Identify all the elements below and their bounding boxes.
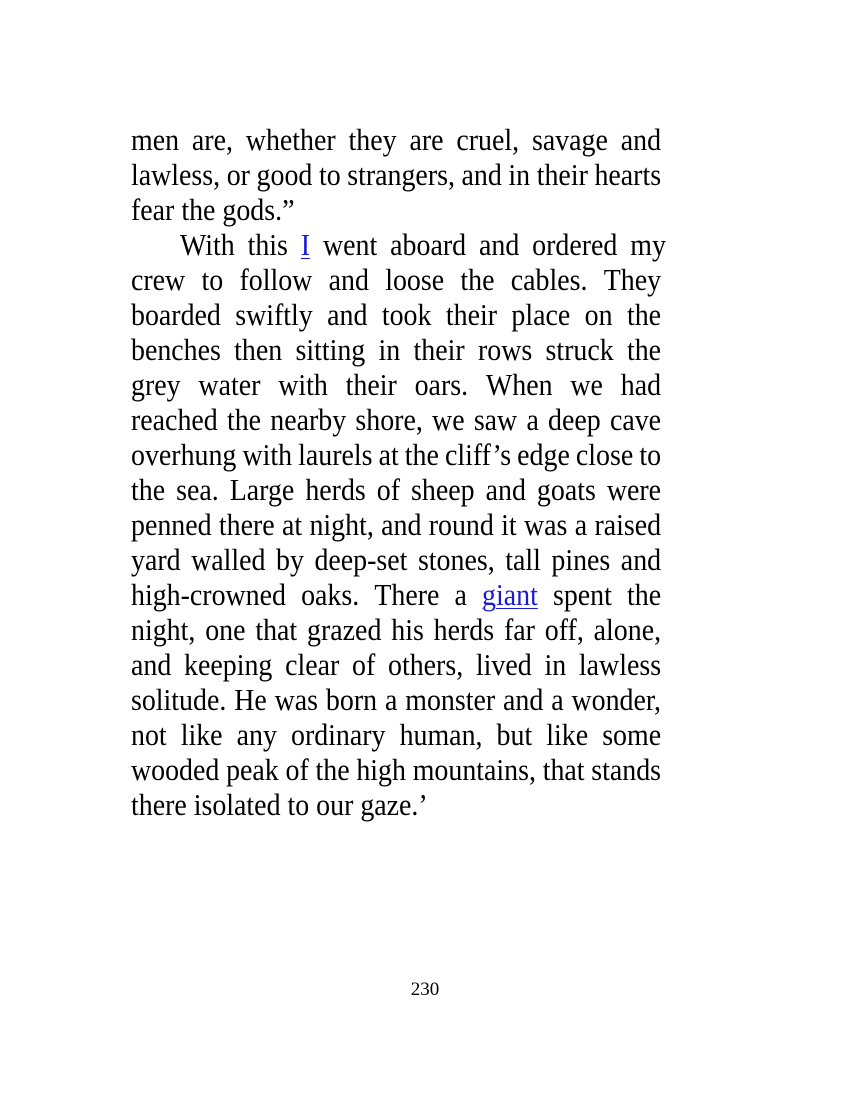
word: this xyxy=(247,227,288,262)
word: nearby xyxy=(270,402,347,437)
text-line xyxy=(131,682,661,717)
word: a xyxy=(384,682,398,717)
word: rows xyxy=(477,332,533,367)
word: sheep xyxy=(411,472,475,507)
word: lawless xyxy=(578,647,662,682)
word: the xyxy=(226,402,262,437)
word: walled xyxy=(191,542,266,577)
word: deep-set xyxy=(314,542,408,577)
word: are xyxy=(409,122,444,157)
word: saw xyxy=(473,402,518,437)
word: swiftly xyxy=(235,297,313,332)
word: cables. xyxy=(510,262,588,297)
word: in xyxy=(544,647,567,682)
text-line xyxy=(131,472,661,507)
word: their xyxy=(345,367,397,402)
word: solitude. xyxy=(131,682,227,717)
word: cave xyxy=(609,402,662,437)
word: round xyxy=(428,507,494,542)
word: and xyxy=(503,682,544,717)
word: and xyxy=(381,507,422,542)
word: any xyxy=(236,717,277,752)
word: lived xyxy=(475,647,532,682)
word: their xyxy=(445,297,498,332)
word: keeping xyxy=(184,647,273,682)
word: goats xyxy=(536,472,596,507)
text-line xyxy=(131,157,661,192)
word: we xyxy=(432,402,465,437)
word: reached xyxy=(131,402,218,437)
text-line xyxy=(131,612,661,647)
word: are, xyxy=(191,122,233,157)
word: laurels xyxy=(298,437,373,472)
word: savage xyxy=(531,122,608,157)
word: stands xyxy=(591,752,662,787)
word: yard xyxy=(131,542,181,577)
page-number: 230 xyxy=(410,979,440,1000)
word: deep xyxy=(548,402,601,437)
word: Large xyxy=(229,472,295,507)
text-line xyxy=(131,367,661,402)
word: there xyxy=(218,507,275,542)
word: and xyxy=(485,472,526,507)
word: He xyxy=(234,682,267,717)
word: with xyxy=(278,367,328,402)
word: his xyxy=(391,612,424,647)
word: night, xyxy=(131,612,196,647)
link-I[interactable]: I xyxy=(300,227,311,262)
word: in xyxy=(378,332,401,367)
word: shore, xyxy=(355,402,423,437)
word: then xyxy=(234,332,283,367)
word: edge xyxy=(517,437,570,472)
word: or xyxy=(226,157,250,192)
word: benches xyxy=(131,332,221,367)
word: clear xyxy=(285,647,340,682)
word: a xyxy=(574,507,588,542)
text-line xyxy=(131,507,661,542)
word: was xyxy=(524,507,568,542)
text-line: fear the gods.” xyxy=(131,192,295,227)
word: crew xyxy=(131,262,186,297)
word: the xyxy=(131,472,166,507)
word: grazed xyxy=(307,612,382,647)
word: in xyxy=(508,157,531,192)
word: When xyxy=(485,367,553,402)
word: tall xyxy=(505,542,541,577)
word: high-crowned xyxy=(131,577,286,612)
word: and xyxy=(620,122,662,157)
word: ordinary xyxy=(290,717,386,752)
word: They xyxy=(603,262,662,297)
word: to xyxy=(318,157,341,192)
word: oaks. xyxy=(301,577,360,612)
word: at xyxy=(378,437,399,472)
text-line xyxy=(131,402,661,437)
word: were xyxy=(606,472,662,507)
word: With xyxy=(180,227,235,262)
word: of xyxy=(285,752,309,787)
word: one xyxy=(205,612,246,647)
word: herds xyxy=(305,472,366,507)
word: that xyxy=(542,752,585,787)
word: went xyxy=(323,227,378,262)
word: and xyxy=(620,542,662,577)
word: to xyxy=(639,437,662,472)
text-line xyxy=(131,717,661,752)
word: with xyxy=(242,437,293,472)
text-line xyxy=(131,542,661,577)
word: ordered xyxy=(532,227,618,262)
text-line: there isolated to our gaze.’ xyxy=(131,787,428,822)
word: but xyxy=(496,717,533,752)
word: and xyxy=(328,262,369,297)
word: others, xyxy=(388,647,464,682)
word: mountains, xyxy=(412,752,536,787)
word: place xyxy=(511,297,571,332)
word: off, xyxy=(544,612,584,647)
word: at xyxy=(282,507,303,542)
word: stones, xyxy=(417,542,495,577)
word: the xyxy=(315,752,350,787)
word: on xyxy=(584,297,613,332)
word: boarded xyxy=(131,297,221,332)
word: was xyxy=(274,682,319,717)
word: grey xyxy=(131,367,181,402)
word: a xyxy=(526,402,539,437)
word: struck xyxy=(545,332,614,367)
text-line xyxy=(131,577,661,612)
word: that xyxy=(255,612,298,647)
word: and xyxy=(478,227,520,262)
word: the xyxy=(626,577,662,612)
word: alone, xyxy=(593,612,662,647)
word: of xyxy=(376,472,401,507)
word: of xyxy=(352,647,376,682)
text-line xyxy=(131,752,661,787)
word: cruel, xyxy=(456,122,520,157)
text-line xyxy=(131,647,661,682)
word: whether xyxy=(245,122,336,157)
word: strangers, xyxy=(347,157,455,192)
word: good xyxy=(256,157,313,192)
word: men xyxy=(131,122,180,157)
word: and xyxy=(131,647,172,682)
word: human, xyxy=(399,717,483,752)
word: oars. xyxy=(414,367,469,402)
text-line xyxy=(131,262,661,297)
word: lawless, xyxy=(131,157,221,192)
word: water xyxy=(198,367,261,402)
word: pines xyxy=(551,542,611,577)
word: high xyxy=(356,752,406,787)
text-line xyxy=(131,297,661,332)
word: a xyxy=(551,682,564,717)
word: we xyxy=(570,367,603,402)
word: sea. xyxy=(176,472,219,507)
word: peak xyxy=(226,752,279,787)
word: some xyxy=(602,717,662,752)
word: follow xyxy=(239,262,313,297)
text-line xyxy=(131,332,661,367)
word: the xyxy=(404,437,439,472)
word: cliff’s xyxy=(444,437,512,472)
word: night, xyxy=(309,507,374,542)
word: sitting xyxy=(295,332,366,367)
word: overhung xyxy=(131,437,237,472)
word: took xyxy=(381,297,432,332)
word: had xyxy=(620,367,662,402)
word: their xyxy=(413,332,465,367)
word: There xyxy=(374,577,440,612)
word: born xyxy=(325,682,378,717)
word: it xyxy=(501,507,517,542)
word: the xyxy=(626,332,662,367)
word: and xyxy=(461,157,502,192)
word: not xyxy=(131,717,167,752)
word: wooded xyxy=(131,752,220,787)
word: far xyxy=(503,612,535,647)
word: raised xyxy=(594,507,662,542)
word: hearts xyxy=(594,157,662,192)
text-line xyxy=(131,437,661,472)
text-line xyxy=(131,122,661,157)
link-giant[interactable]: giant xyxy=(482,577,538,612)
word: close xyxy=(575,437,634,472)
word: like xyxy=(180,717,223,752)
word: like xyxy=(546,717,589,752)
word: loose xyxy=(385,262,445,297)
word: aboard xyxy=(390,227,467,262)
word: penned xyxy=(131,507,212,542)
word: my xyxy=(630,227,666,262)
word: and xyxy=(327,297,368,332)
word: herds xyxy=(433,612,495,647)
word: spent xyxy=(552,577,612,612)
word: they xyxy=(348,122,397,157)
word: by xyxy=(276,542,304,577)
word: a xyxy=(454,577,467,612)
word: wonder, xyxy=(571,682,662,717)
word: to xyxy=(201,262,224,297)
text-line xyxy=(180,227,666,262)
word: the xyxy=(626,297,662,332)
word: monster xyxy=(405,682,496,717)
word: the xyxy=(460,262,495,297)
word: their xyxy=(536,157,588,192)
